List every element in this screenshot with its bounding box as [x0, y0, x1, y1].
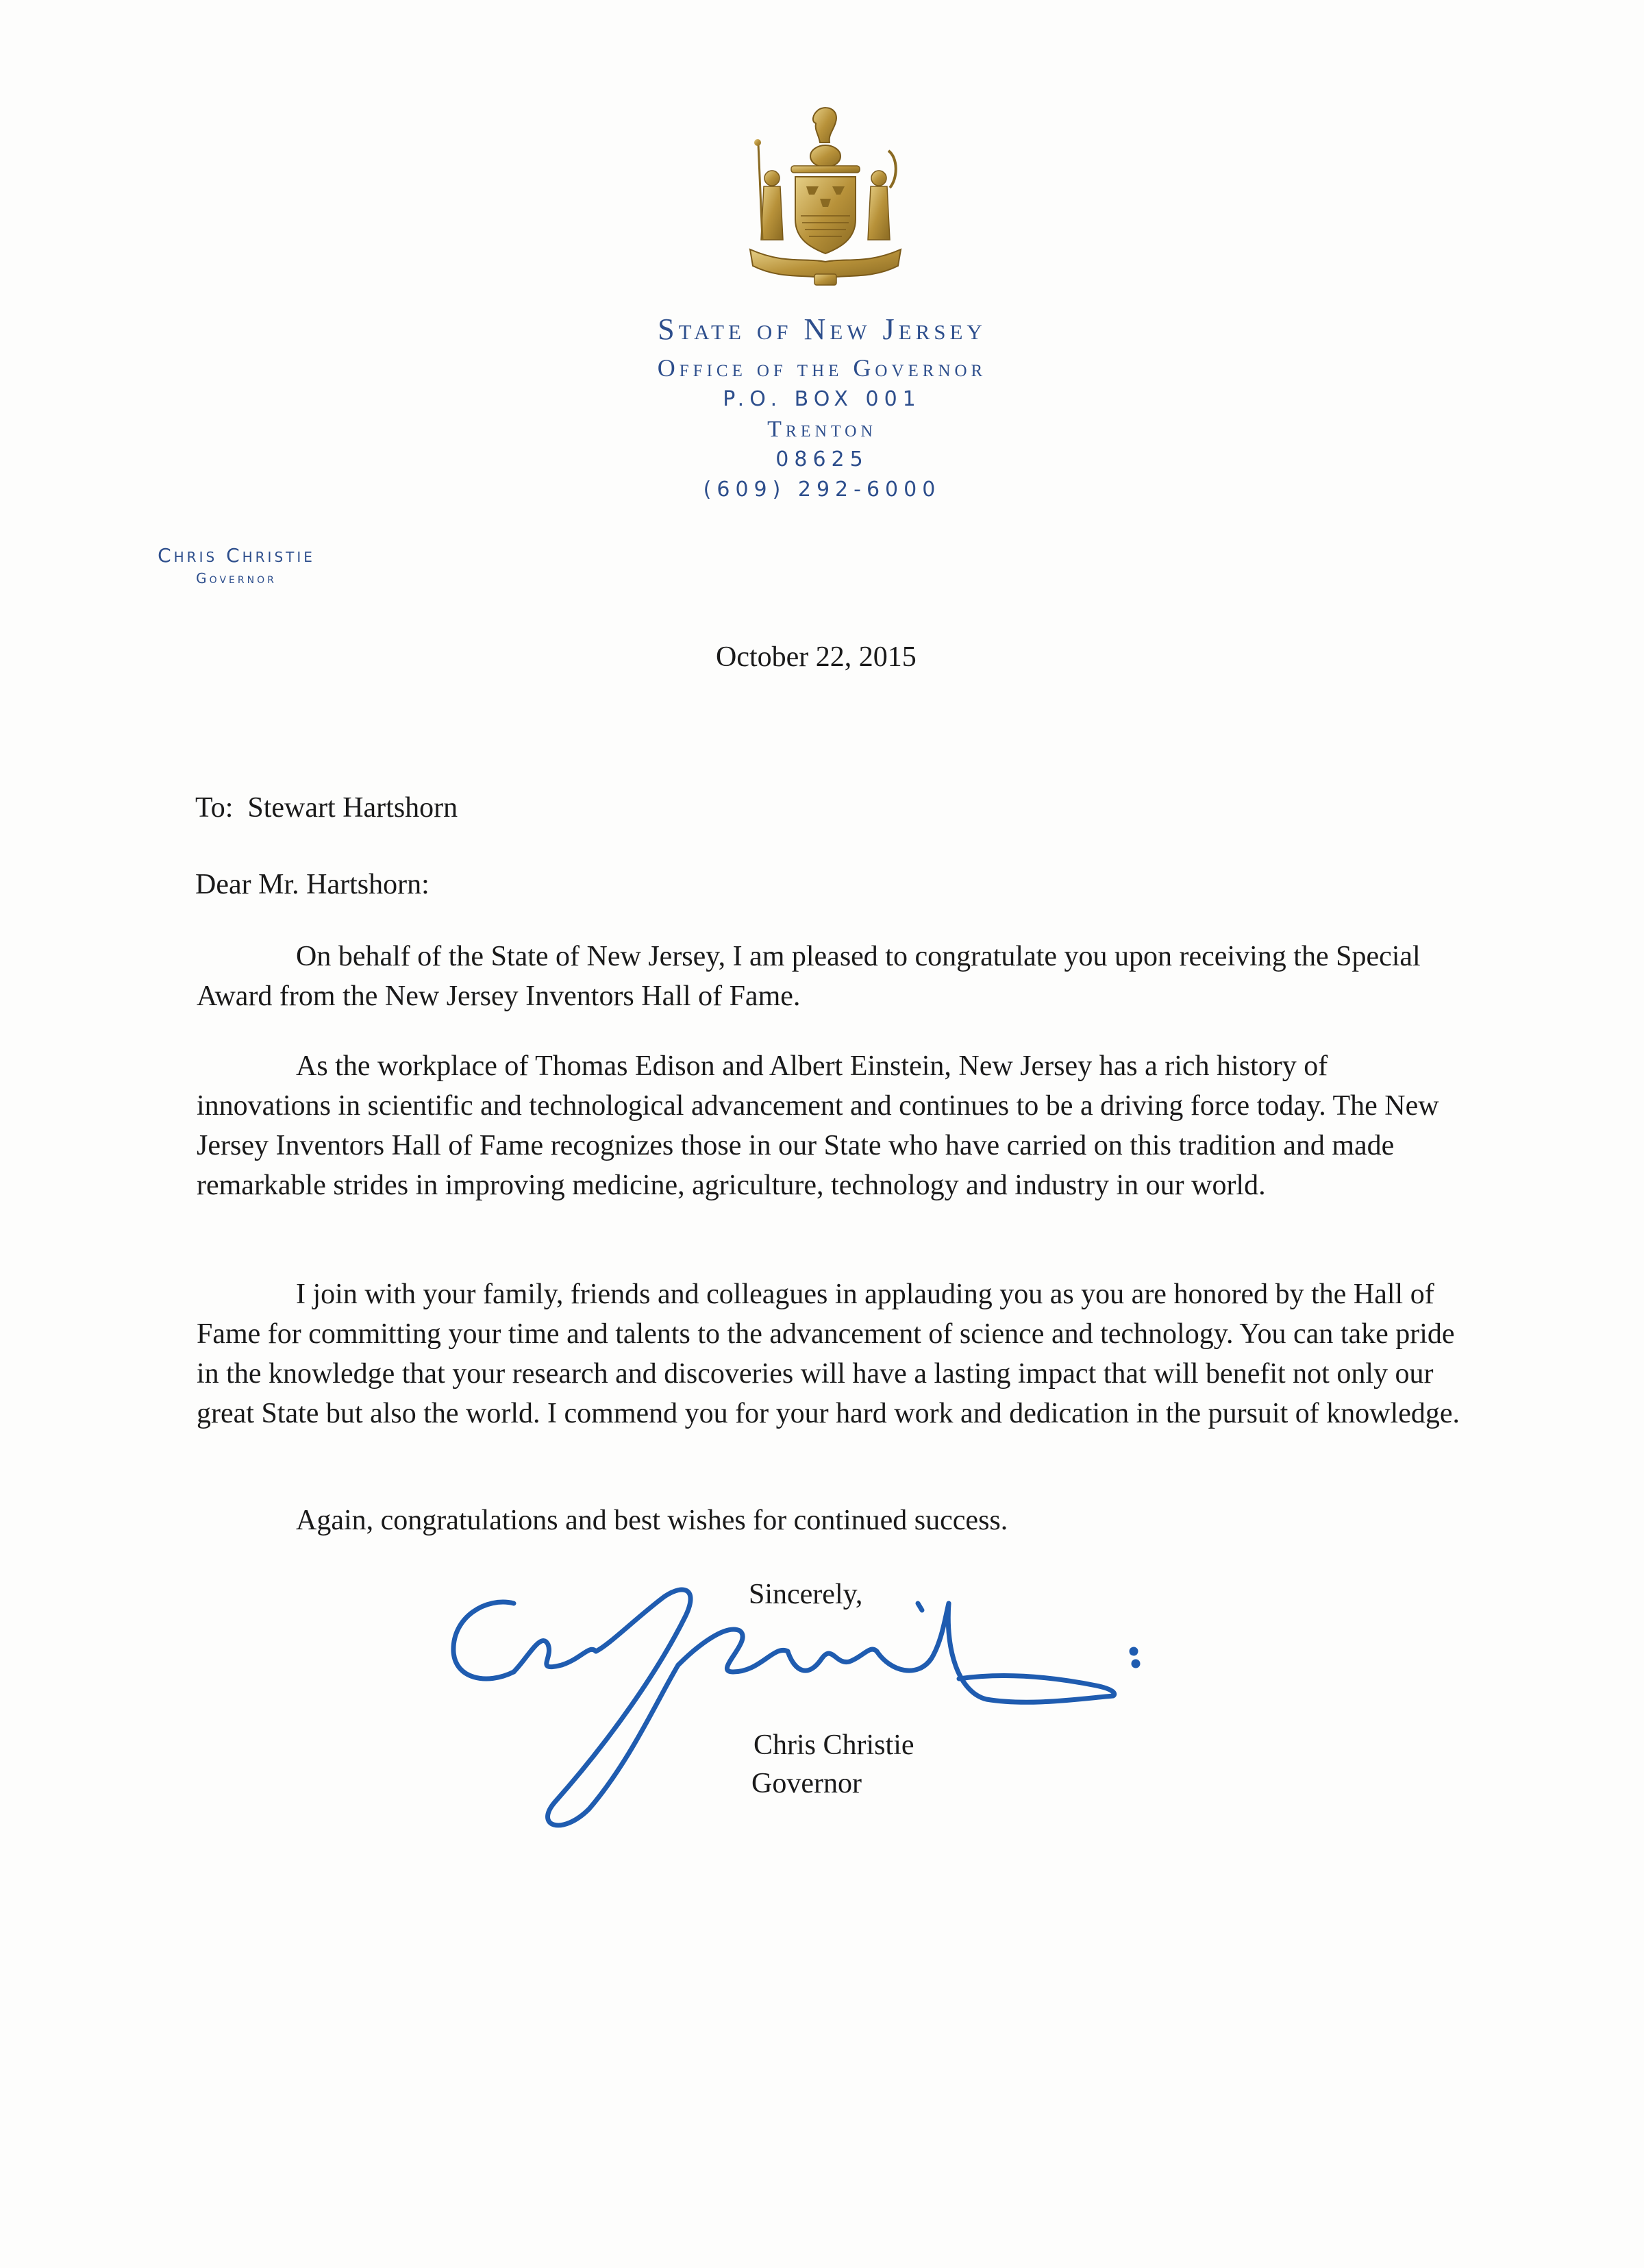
letterhead-phone: (609) 292-6000	[703, 478, 941, 502]
letterhead-city: Trenton	[767, 417, 877, 442]
letterhead	[480, 312, 1164, 505]
governor-block	[123, 543, 349, 589]
letterhead-state: State of New Jersey	[658, 312, 986, 346]
paragraph-3: I join with your family, friends and colleagues in applauding you as you are honored by the Hall of Fame for committing your time and talents to the advancement of science and technology. You can take pride in the knowledge that your research and discoveries will have a lasting impact that will benefit not only our great State but also the world. I commend you for your hard work and dedication in the pursuit of knowledge.	[197, 1279, 1460, 1429]
paragraph-1: On behalf of the State of New Jersey, I am pleased to congratulate you upon receiving the Special Award from the New Jersey Inventors Hall of Fame.	[197, 941, 1421, 1012]
letterhead-zip: 08625	[775, 447, 869, 471]
paragraph-2: As the workplace of Thomas Edison and Albert Einstein, New Jersey has a rich history of innovations in scientific and technological advancement and continues to be a driving force today. The New Jersey Inventors Hall of Fame recognizes those in our State who have carried on this tradition and made remarkable strides in improving medicine, agriculture, technology and industry in our world.	[197, 1050, 1439, 1201]
letter-date: October 22, 2015	[716, 641, 917, 673]
letterhead-office: Office of the Governor	[657, 354, 987, 382]
letterhead-po-box: P.O. BOX 001	[723, 387, 921, 411]
closing: Sincerely,	[749, 1579, 863, 1610]
paragraph-4: Again, congratulations and best wishes for continued success.	[296, 1505, 1008, 1536]
state-seal-icon	[743, 103, 908, 291]
handwritten-signature	[438, 1576, 1164, 1836]
signer-title: Governor	[751, 1768, 862, 1799]
signer-name: Chris Christie	[754, 1729, 914, 1761]
governor-name: Chris Christie	[158, 544, 315, 567]
salutation: Dear Mr. Hartshorn:	[195, 869, 429, 900]
recipient-line: To: Stewart Hartshorn	[195, 792, 458, 824]
governor-title: Governor	[196, 570, 277, 587]
